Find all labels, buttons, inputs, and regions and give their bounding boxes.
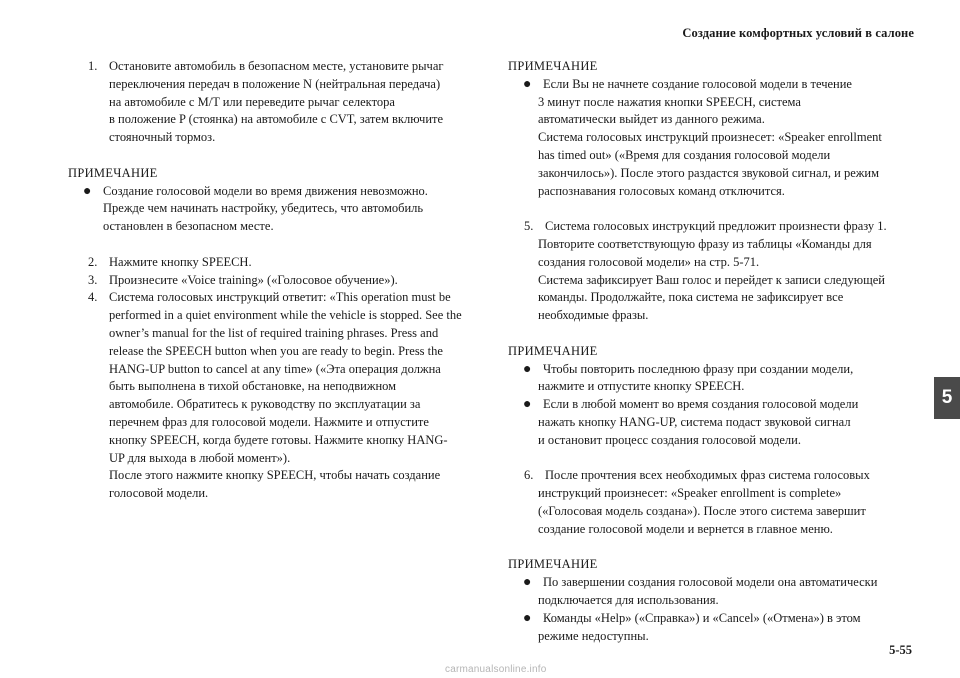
step-number: 3. — [88, 272, 98, 287]
step-text: переключения передач в положение N (нейтральная передача) — [109, 76, 441, 91]
note-text: Команды «Help» («Справка») и «Cancel» («Отмена») в этом — [543, 610, 861, 625]
step-text: UP для выхода в любой момент»). — [109, 450, 291, 465]
note-2 — [508, 58, 923, 200]
step-number: 6. — [524, 468, 534, 483]
bullet-icon: ● — [83, 183, 92, 199]
step-text: команды. Продолжайте, пока система не зафиксирует все — [538, 290, 844, 305]
step-text: на автомобиле с M/T или переведите рычаг селектора — [109, 94, 395, 109]
note-heading: ПРИМЕЧАНИЕ — [68, 165, 158, 180]
right-column — [508, 58, 923, 645]
step-text: быть выполнена в тихой обстановке, на неподвижном — [109, 379, 397, 394]
note-heading: ПРИМЕЧАНИЕ — [508, 343, 598, 358]
note-text: 3 минут после нажатия кнопки SPEECH, система — [538, 94, 801, 109]
note-text: Система голосовых инструкций произнесет: «Speaker enrollment — [538, 130, 882, 145]
bullet-icon: ● — [523, 575, 532, 591]
note-heading: ПРИМЕЧАНИЕ — [508, 59, 598, 73]
step-number: 5. — [524, 219, 534, 234]
step-text: Нажмите кнопку SPEECH. — [109, 254, 252, 269]
page-number: 5-55 — [889, 643, 912, 657]
note-3 — [508, 343, 923, 450]
step-text: Система голосовых инструкций предложит произнести фразу 1. — [545, 219, 887, 234]
bullet-icon: ● — [523, 610, 532, 626]
note-heading: ПРИМЕЧАНИЕ — [508, 557, 598, 572]
step-text: кнопку SPEECH, когда будете готовы. Нажмите кнопку HANG- — [109, 432, 448, 447]
step-text: Произнесите «Voice training» («Голосовое обучение»). — [109, 272, 398, 287]
step-3 — [68, 272, 483, 290]
note-text: режиме недоступны. — [538, 628, 649, 643]
note-text: и остановит процесс создания голосовой модели. — [538, 432, 801, 447]
bullet-icon: ● — [523, 76, 532, 92]
note-text: остановлен в безопасном месте. — [103, 219, 274, 234]
step-number: 4. — [88, 290, 98, 305]
note-text: Если в любой момент во время создания голосовой модели — [543, 397, 859, 412]
step-text: performed in a quiet environment while the vehicle is stopped. See the — [109, 308, 462, 323]
bullet-icon: ● — [523, 361, 532, 377]
step-1 — [68, 58, 483, 147]
page-header-title: Создание комфортных условий в салоне — [682, 26, 914, 40]
step-text: Система зафиксирует Ваш голос и перейдет к записи следующей — [538, 272, 885, 287]
note-text: нажать кнопку HANG-UP, система подаст звуковой сигнал — [538, 414, 851, 429]
section-tab-marker: 5 — [934, 377, 960, 419]
note-1 — [68, 165, 483, 236]
step-text: Остановите автомобиль в безопасном месте, установите рычаг — [109, 59, 444, 73]
note-text: распознавания голосовых команд отключится. — [538, 183, 785, 198]
step-text: После этого нажмите кнопку SPEECH, чтобы начать создание — [109, 468, 441, 483]
step-text: в положение P (стоянка) на автомобиле с CVT, затем включите — [109, 112, 444, 127]
note-text: has timed out» («Время для создания голосовой модели — [538, 147, 831, 162]
step-text: стояночный тормоз. — [109, 130, 216, 145]
note-4 — [508, 556, 923, 645]
step-number: 2. — [88, 254, 98, 269]
step-text: создания голосовой модели» на стр. 5-71. — [538, 254, 760, 269]
note-text: Прежде чем начинать настройку, убедитесь, что автомобиль — [103, 201, 424, 216]
step-text: голосовой модели. — [109, 486, 209, 501]
note-text: Создание голосовой модели во время движения невозможно. — [103, 183, 428, 198]
step-2 — [68, 254, 483, 272]
step-text: Система голосовых инструкций ответит: «This operation must be — [109, 290, 451, 305]
note-text: Чтобы повторить последнюю фразу при создании модели, — [543, 361, 854, 376]
step-text: HANG-UP button to cancel at any time» («Эта операция должна — [109, 361, 441, 376]
note-text: подключается для использования. — [538, 592, 719, 607]
step-text: перечнем фраз для голосовой модели. Нажмите и отпустите — [109, 414, 429, 429]
step-5 — [508, 218, 923, 325]
step-text: («Голосовая модель создана»). После этого система завершит — [538, 503, 866, 518]
note-text: закончилось»). После этого раздастся звуковой сигнал, и режим — [538, 165, 879, 180]
step-text: owner’s manual for the list of required training phrases. Press and — [109, 325, 439, 340]
note-text: По завершении создания голосовой модели она автоматически — [543, 575, 878, 590]
step-text: release the SPEECH button when you are ready to begin. Press the — [109, 343, 443, 358]
note-text: автоматически выйдет из данного режима. — [538, 112, 765, 127]
step-text: Повторите соответствующую фразу из таблицы «Команды для — [538, 236, 872, 251]
step-text: необходимые фразы. — [538, 308, 649, 323]
step-number: 1. — [88, 59, 98, 73]
watermark-text: carmanualsonline.info — [445, 664, 547, 675]
step-6 — [508, 467, 923, 538]
step-text: создание голосовой модели и вернется в главное меню. — [538, 521, 833, 536]
step-text: После прочтения всех необходимых фраз система голосовых — [545, 468, 870, 483]
note-text: Если Вы не начнете создание голосовой модели в течение — [543, 76, 852, 91]
step-text: инструкций произнесет: «Speaker enrollment is complete» — [538, 486, 842, 501]
bullet-icon: ● — [523, 397, 532, 413]
note-text: нажмите и отпустите кнопку SPEECH. — [538, 379, 745, 394]
left-column — [68, 58, 483, 503]
step-text: автомобиле. Обратитесь к руководству по эксплуатации за — [109, 397, 421, 412]
step-4 — [68, 289, 483, 503]
